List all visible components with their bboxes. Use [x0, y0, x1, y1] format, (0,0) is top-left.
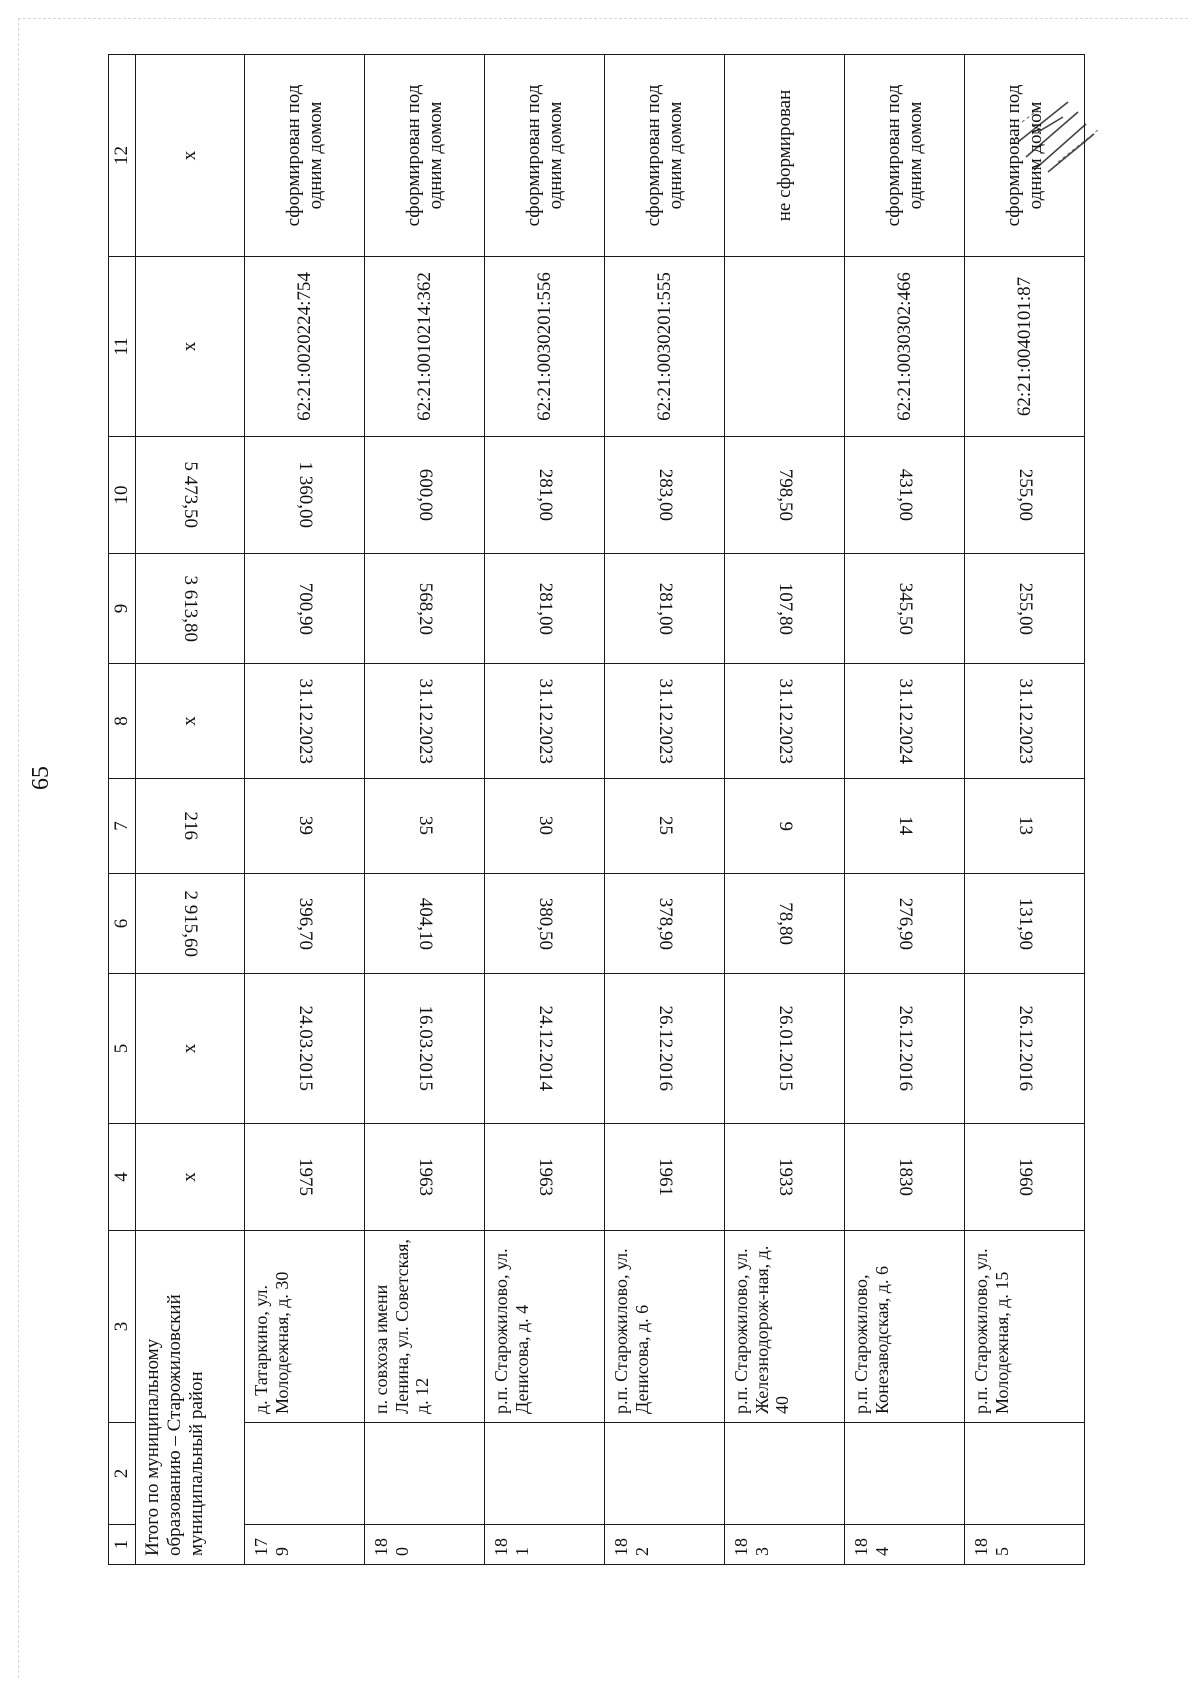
table-cell-col-3: р.п. Старожилово, ул. Молодежная, д. 15	[965, 1231, 1085, 1423]
table-row	[725, 55, 845, 1565]
table-cell-col-3: р.п. Старожилово, ул. Железнодорож-ная, д. 40	[725, 1231, 845, 1423]
col-header: 11	[109, 257, 136, 437]
table-cell-col-8: 31.12.2023	[605, 664, 725, 779]
col-header: 3	[109, 1231, 136, 1423]
table-cell-col-6: 131,90	[965, 874, 1085, 974]
table-cell-col-3: п. совхоза имени Ленина, ул. Советская, д. 12	[365, 1231, 485, 1423]
col-header: 5	[109, 974, 136, 1124]
col-header: 1	[109, 1525, 136, 1565]
table-cell-col-8: 31.12.2024	[845, 664, 965, 779]
total-cell: х	[136, 1124, 245, 1231]
table-cell-col-12: сформирован под одним домом	[605, 55, 725, 257]
table-cell-col-11: 62:21:0030201:556	[485, 257, 605, 437]
total-row	[136, 55, 245, 1565]
table-cell-col-10: 431,00	[845, 437, 965, 554]
table-cell-col-11	[725, 257, 845, 437]
col-header: 6	[109, 874, 136, 974]
table-cell-col-11: 62:21:0040101:87	[965, 257, 1085, 437]
table-cell-col-5: 24.12.2014	[485, 974, 605, 1124]
table-cell-col-5: 16.03.2015	[365, 974, 485, 1124]
table-cell-col-1: 182	[605, 1525, 725, 1565]
table-cell-col-2	[845, 1423, 965, 1525]
table-cell-col-2	[725, 1423, 845, 1525]
table-cell-col-9: 568,20	[365, 554, 485, 664]
table-cell-col-5: 26.12.2016	[845, 974, 965, 1124]
table-cell-col-12: сформирован под одним домом	[965, 55, 1085, 257]
table-cell-col-9: 345,50	[845, 554, 965, 664]
table-cell-col-5: 26.12.2016	[605, 974, 725, 1124]
table-row	[605, 55, 725, 1565]
total-cell: 3 613,80	[136, 554, 245, 664]
table-cell-col-4: 1963	[365, 1124, 485, 1231]
table-cell-col-8: 31.12.2023	[485, 664, 605, 779]
col-header: 2	[109, 1423, 136, 1525]
col-header: 10	[109, 437, 136, 554]
table-cell-col-5: 26.12.2016	[965, 974, 1085, 1124]
table-row	[485, 55, 605, 1565]
table-cell-col-11: 62:21:0010214:362	[365, 257, 485, 437]
table-cell-col-10: 255,00	[965, 437, 1085, 554]
table-row	[965, 55, 1085, 1565]
rotated-table-sheet	[108, 55, 1068, 1565]
table-cell-col-9: 281,00	[485, 554, 605, 664]
table-cell-col-12: сформирован под одним домом	[845, 55, 965, 257]
table-cell-col-4: 1961	[605, 1124, 725, 1231]
table-cell-col-5: 26.01.2015	[725, 974, 845, 1124]
table-cell-col-6: 404,10	[365, 874, 485, 974]
table-cell-col-9: 700,90	[245, 554, 365, 664]
table-cell-col-2	[485, 1423, 605, 1525]
table-cell-col-8: 31.12.2023	[725, 664, 845, 779]
total-cell: 2 915,60	[136, 874, 245, 974]
table-cell-col-3: д. Татаркино, ул. Молодежная, д. 30	[245, 1231, 365, 1423]
table-cell-col-9: 107,80	[725, 554, 845, 664]
table-cell-col-7: 14	[845, 779, 965, 874]
table-cell-col-1: 184	[845, 1525, 965, 1565]
table-cell-col-10: 281,00	[485, 437, 605, 554]
table-cell-col-6: 378,90	[605, 874, 725, 974]
table-cell-col-3: р.п. Старожилово, ул. Денисова, д. 6	[605, 1231, 725, 1423]
table-cell-col-9: 281,00	[605, 554, 725, 664]
table-cell-col-1: 179	[245, 1525, 365, 1565]
table-cell-col-3: р.п. Старожилово, Конезаводская, д. 6	[845, 1231, 965, 1423]
table-row	[845, 55, 965, 1565]
total-cell: х	[136, 974, 245, 1124]
table-cell-col-7: 13	[965, 779, 1085, 874]
table-cell-col-1: 180	[365, 1525, 485, 1565]
col-header: 7	[109, 779, 136, 874]
table-cell-col-11: 62:21:0020224:754	[245, 257, 365, 437]
total-cell: 5 473,50	[136, 437, 245, 554]
table-cell-col-12: не сформирован	[725, 55, 845, 257]
table-cell-col-12: сформирован под одним домом	[245, 55, 365, 257]
col-header: 9	[109, 554, 136, 664]
table-cell-col-2	[365, 1423, 485, 1525]
housing-table	[108, 54, 1085, 1565]
total-cell: х	[136, 664, 245, 779]
table-cell-col-7: 35	[365, 779, 485, 874]
table-cell-col-7: 25	[605, 779, 725, 874]
total-label: Итого по муниципальному образованию – Старожиловский муниципальный район	[136, 1231, 245, 1565]
total-cell: х	[136, 257, 245, 437]
table-cell-col-8: 31.12.2023	[365, 664, 485, 779]
table-cell-col-4: 1830	[845, 1124, 965, 1231]
table-cell-col-11: 62:21:0030201:555	[605, 257, 725, 437]
table-cell-col-12: сформирован под одним домом	[365, 55, 485, 257]
table-cell-col-3: р.п. Старожилово, ул. Денисова, д. 4	[485, 1231, 605, 1423]
column-number-row	[109, 55, 136, 1565]
table-cell-col-6: 380,50	[485, 874, 605, 974]
table-cell-col-6: 396,70	[245, 874, 365, 974]
table-cell-col-7: 39	[245, 779, 365, 874]
table-cell-col-5: 24.03.2015	[245, 974, 365, 1124]
table-cell-col-9: 255,00	[965, 554, 1085, 664]
table-cell-col-7: 30	[485, 779, 605, 874]
total-cell: 216	[136, 779, 245, 874]
col-header: 12	[109, 55, 136, 257]
table-cell-col-2	[245, 1423, 365, 1525]
table-cell-col-8: 31.12.2023	[965, 664, 1085, 779]
table-cell-col-8: 31.12.2023	[245, 664, 365, 779]
table-cell-col-2	[965, 1423, 1085, 1525]
table-cell-col-10: 283,00	[605, 437, 725, 554]
table-cell-col-2	[605, 1423, 725, 1525]
table-cell-col-6: 276,90	[845, 874, 965, 974]
table-cell-col-10: 600,00	[365, 437, 485, 554]
table-cell-col-4: 1960	[965, 1124, 1085, 1231]
table-cell-col-6: 78,80	[725, 874, 845, 974]
table-cell-col-1: 185	[965, 1525, 1085, 1565]
table-cell-col-7: 9	[725, 779, 845, 874]
table-cell-col-4: 1975	[245, 1124, 365, 1231]
table-cell-col-1: 181	[485, 1525, 605, 1565]
table-cell-col-4: 1963	[485, 1124, 605, 1231]
table-cell-col-10: 798,50	[725, 437, 845, 554]
table-cell-col-11: 62:21:0030302:466	[845, 257, 965, 437]
page-number: 65	[28, 766, 54, 790]
table-cell-col-1: 183	[725, 1525, 845, 1565]
table-cell-col-10: 1 360,00	[245, 437, 365, 554]
total-cell: х	[136, 55, 245, 257]
table-cell-col-12: сформирован под одним домом	[485, 55, 605, 257]
col-header: 8	[109, 664, 136, 779]
col-header: 4	[109, 1124, 136, 1231]
table-row	[245, 55, 365, 1565]
table-row	[365, 55, 485, 1565]
table-cell-col-4: 1933	[725, 1124, 845, 1231]
